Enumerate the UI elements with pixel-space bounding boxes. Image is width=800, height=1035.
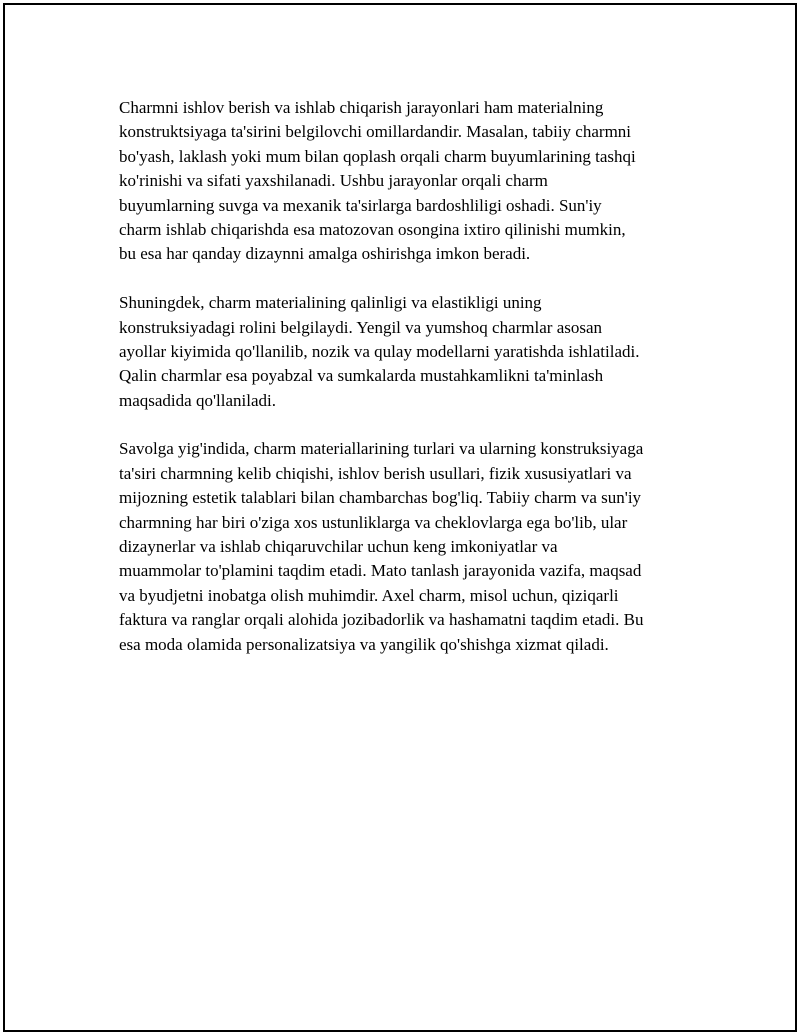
text-line: muammolar to'plamini taqdim etadi. Mato tanlash jarayonida vazifa, maqsad bbox=[119, 561, 642, 581]
text-line: charmning har biri o'ziga xos ustunliklarga va cheklovlarga ega bo'lib, ular bbox=[119, 512, 628, 532]
text-line: bo'yash, laklash yoki mum bilan qoplash orqali charm buyumlarining tashqi bbox=[119, 146, 636, 166]
text-line: va byudjetni inobatga olish muhimdir. Axel charm, misol uchun, qiziqarli bbox=[119, 585, 619, 605]
text-line: mijozning estetik talablari bilan chambarchas bog'liq. Tabiiy charm va sun'iy bbox=[119, 488, 642, 508]
document-page bbox=[3, 3, 797, 1032]
text-line: ayollar kiyimida qo'llanilib, nozik va qulay modellarni yaratishda ishlatiladi. bbox=[119, 341, 640, 361]
text-line: Charmni ishlov berish va ishlab chiqarish jarayonlari ham materialning bbox=[119, 98, 604, 117]
text-line: Shuningdek, charm materialining qalinligi va elastikligi uning bbox=[119, 293, 542, 313]
text-line: maqsadida qo'llaniladi. bbox=[119, 390, 276, 410]
text-line: konstruktsiyaga ta'sirini belgilovchi omillardandir. Masalan, tabiiy charmni bbox=[119, 122, 632, 142]
text-line: buyumlarning suvga va mexanik ta'sirlarga bardoshliligi oshadi. Sun'iy bbox=[119, 195, 602, 215]
text-line: bu esa har qanday dizaynni amalga oshirishga imkon beradi. bbox=[119, 244, 531, 264]
text-line: Qalin charmlar esa poyabzal va sumkalarda mustahkamlikni ta'minlash bbox=[119, 366, 604, 386]
text-line: konstruksiyadagi rolini belgilaydi. Yengil va yumshoq charmlar asosan bbox=[119, 317, 603, 337]
text-line: dizaynerlar va ishlab chiqaruvchilar uchun keng imkoniyatlar va bbox=[119, 537, 558, 557]
text-line: ko'rinishi va sifati yaxshilanadi. Ushbu jarayonlar orqali charm bbox=[119, 171, 548, 191]
text-line: ta'siri charmning kelib chiqishi, ishlov berish usullari, fizik xususiyatlari va bbox=[119, 463, 632, 483]
paragraph-2 bbox=[119, 291, 699, 413]
text-line: faktura va ranglar orqali alohida jozibadorlik va hashamatni taqdim etadi. Bu bbox=[119, 610, 644, 630]
paragraph-3 bbox=[119, 437, 699, 657]
document-body bbox=[119, 96, 699, 681]
text-line: esa moda olamida personalizatsiya va yangilik qo'shishga xizmat qiladi. bbox=[119, 634, 609, 654]
text-line: Savolga yig'indida, charm materiallarining turlari va ularning konstruksiyaga bbox=[119, 439, 644, 459]
paragraph-1 bbox=[119, 96, 699, 267]
text-line: charm ishlab chiqarishda esa matozovan osongina ixtiro qilinishi mumkin, bbox=[119, 219, 626, 239]
